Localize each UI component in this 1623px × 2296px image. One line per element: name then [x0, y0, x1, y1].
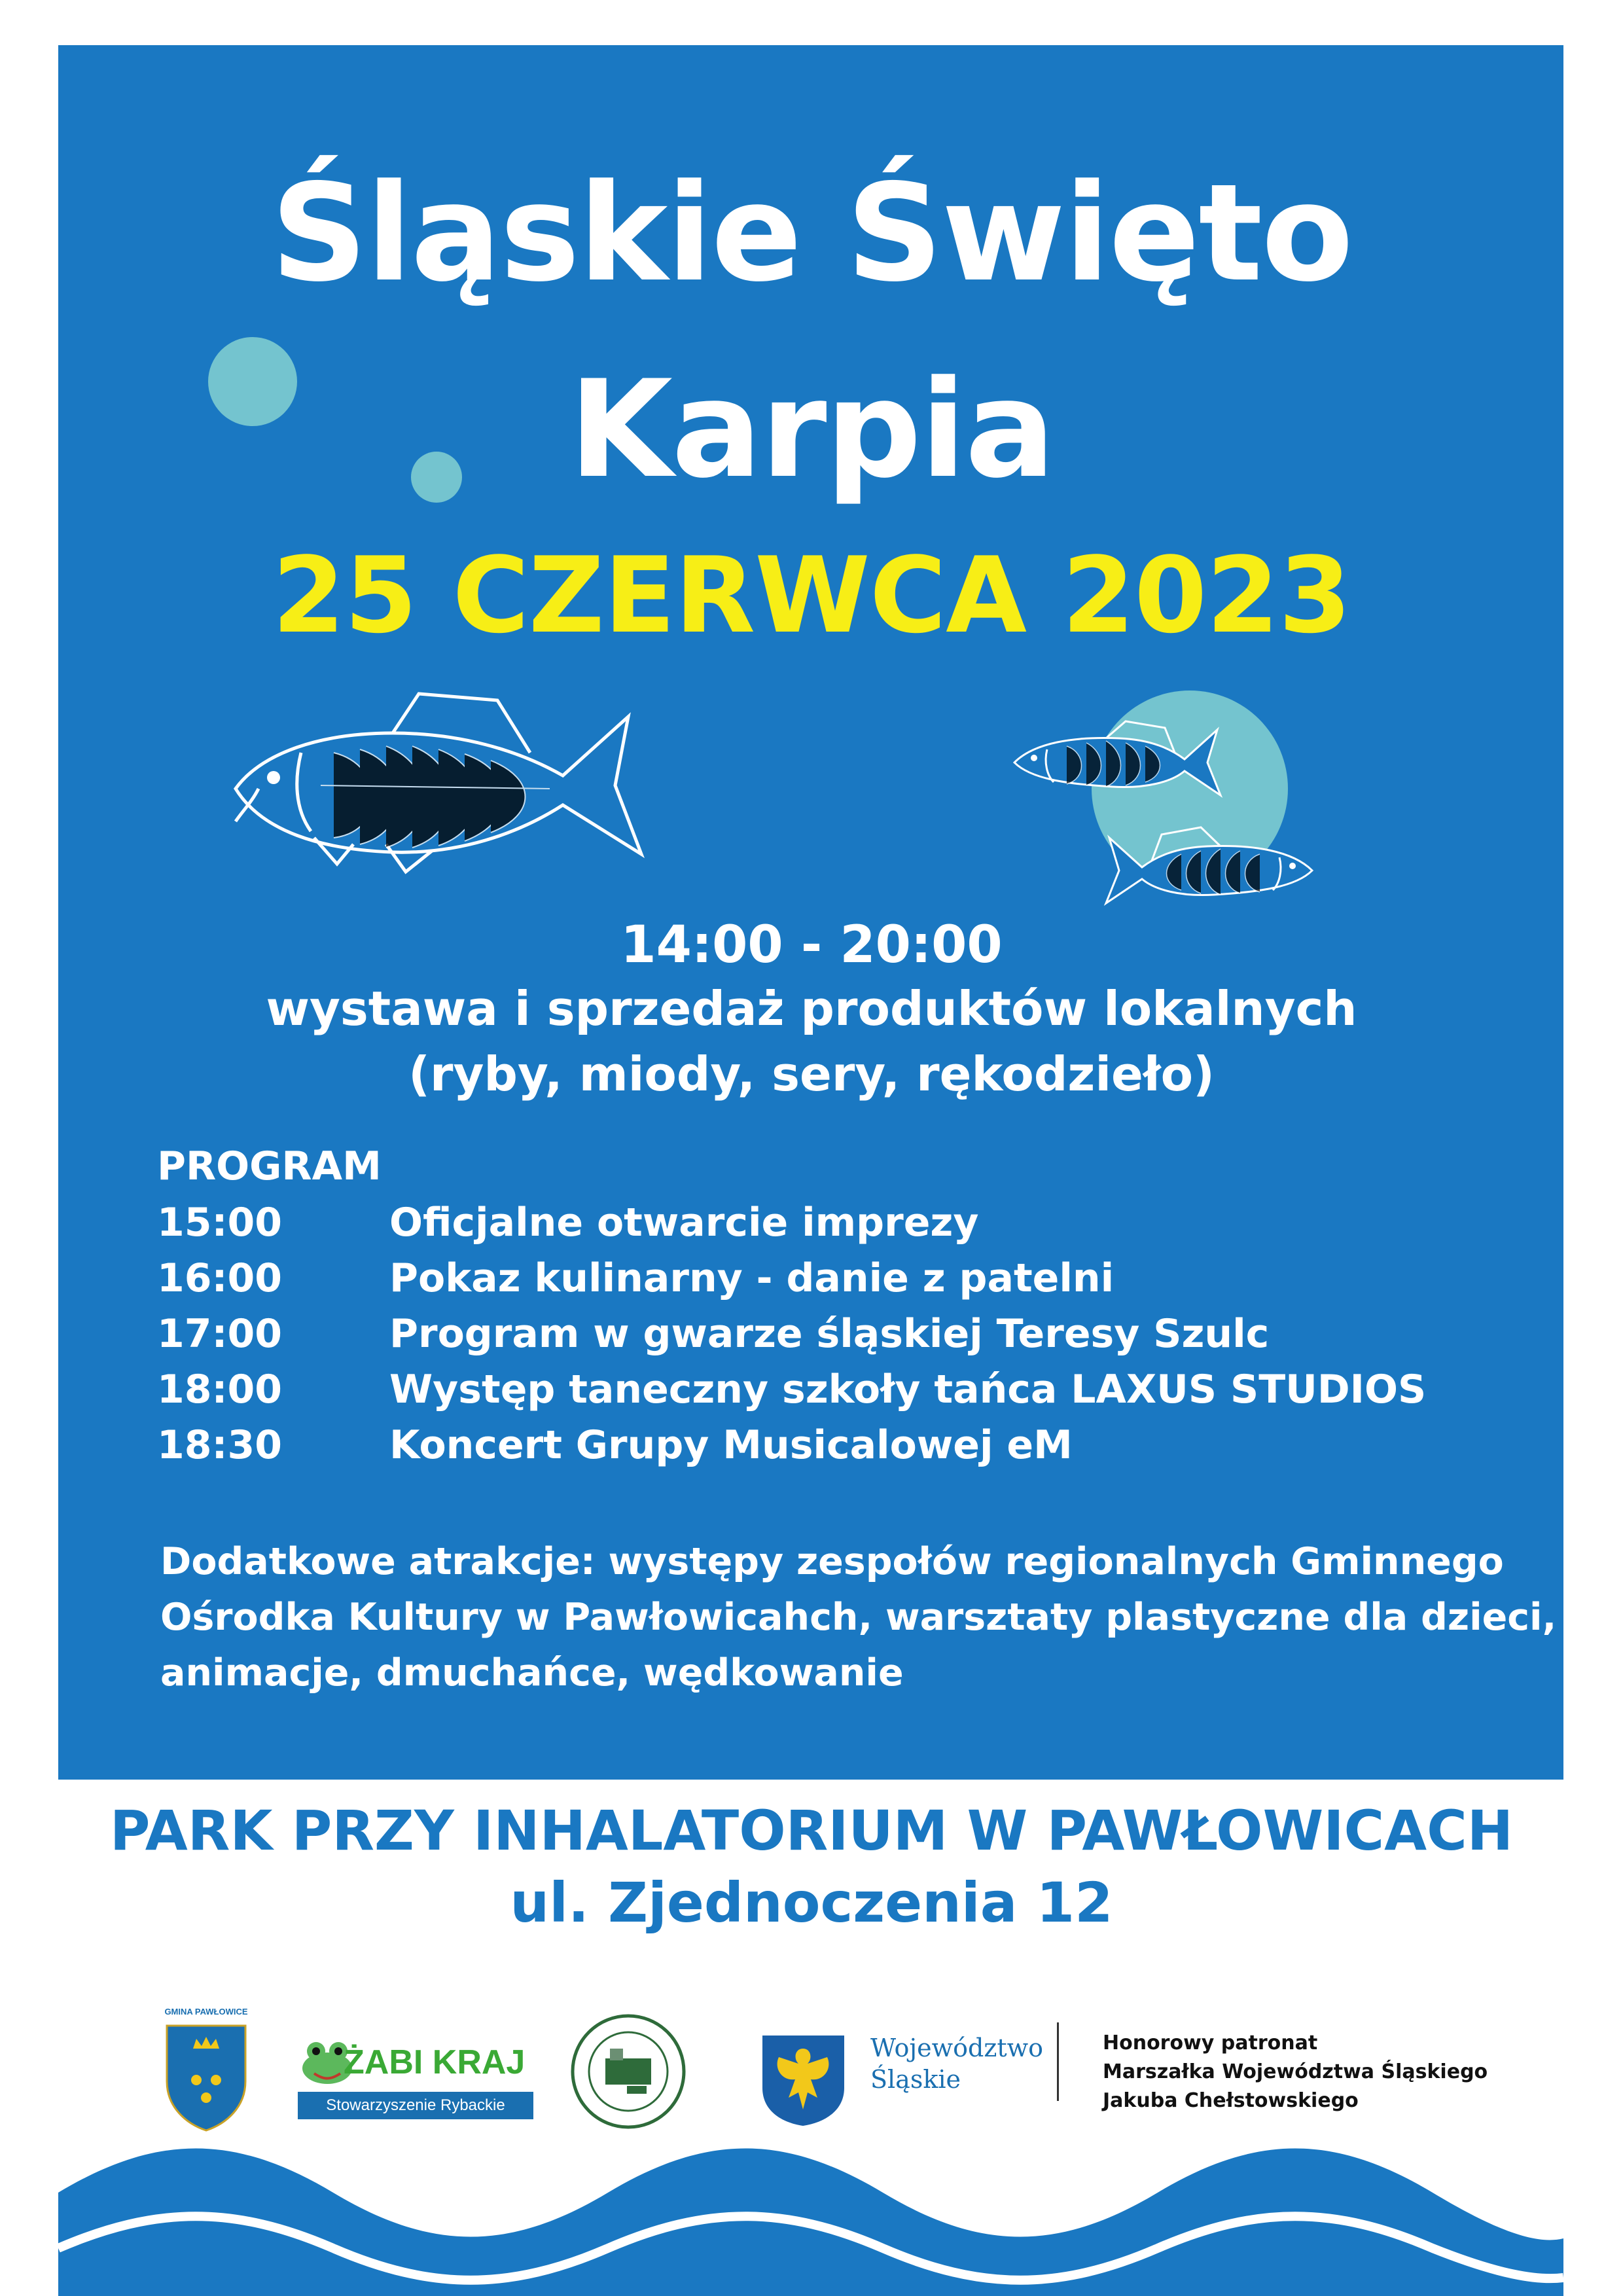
bottom-waves — [58, 2121, 1563, 2296]
subtitle-line-1: wystawa i sprzedaż produktów lokalnych — [266, 981, 1357, 1036]
patron-line-2: Marszałka Województwa Śląskiego — [1103, 2060, 1488, 2083]
program-item — [157, 1367, 1427, 1412]
carp-fish-icon — [1103, 818, 1319, 916]
subtitle-line-2: (ryby, miody, sery, rękodzieło) — [408, 1047, 1215, 1102]
program-text: Pokaz kulinarny - danie z patelni — [389, 1255, 1115, 1301]
program-time: 17:00 — [157, 1311, 282, 1357]
program-text: Oficjalne otwarcie imprezy — [389, 1200, 979, 1246]
title-line-1: Śląskie Święto — [270, 156, 1353, 312]
extra-attractions-line-2: Ośrodka Kultury w Pawłowicahch, warsztaty plastyczne dla dzieci, — [160, 1596, 1557, 1639]
zabi-kraj-title: ŻABI KRAJ — [344, 2043, 526, 2081]
program-heading: PROGRAM — [157, 1143, 382, 1189]
round-seal-icon — [569, 2013, 687, 2130]
logo-divider — [1057, 2022, 1059, 2101]
venue-address: ul. Zjednoczenia 12 — [510, 1871, 1113, 1935]
fish-eye — [267, 771, 280, 784]
program-item — [157, 1255, 1115, 1301]
silesia-eagle-icon — [759, 2032, 847, 2127]
program-text: Występ taneczny szkoły tańca LAXUS STUDIOS — [389, 1367, 1427, 1412]
program-text: Koncert Grupy Musicalowej eM — [389, 1422, 1073, 1468]
honorary-patronage — [1103, 2029, 1488, 2115]
wojewodztwo-label — [870, 2032, 1043, 2095]
event-hours: 14:00 - 20:00 — [620, 916, 1003, 975]
program-time: 15:00 — [157, 1200, 282, 1246]
program-time: 18:00 — [157, 1367, 282, 1412]
gmina-logo-text: GMINA PAWŁOWICE — [164, 2007, 248, 2017]
carp-fish-icon — [223, 681, 654, 877]
carp-fish-icon — [1008, 713, 1224, 805]
extra-attractions-line-1: Dodatkowe atrakcje: występy zespołów regionalnych Gminnego — [160, 1540, 1504, 1583]
venue-name: PARK PRZY INHALATORIUM W PAWŁOWICACH — [109, 1799, 1514, 1863]
wojewodztwo-line-2: Śląskie — [870, 2065, 961, 2094]
program-text: Program w gwarze śląskiej Teresy Szulc — [389, 1311, 1270, 1357]
patron-line-3: Jakuba Chełstowskiego — [1103, 2089, 1359, 2112]
zabi-kraj-subtitle: Stowarzyszenie Rybackie — [298, 2092, 533, 2119]
program-item — [157, 1422, 1073, 1468]
patron-line-1: Honorowy patronat — [1103, 2032, 1318, 2054]
zabi-kraj-logo — [298, 2036, 533, 2127]
program-item — [157, 1311, 1270, 1357]
event-date: 25 CZERWCA 2023 — [272, 534, 1351, 656]
program-item — [157, 1200, 979, 1246]
program-time: 18:30 — [157, 1422, 282, 1468]
wojewodztwo-line-1: Województwo — [870, 2034, 1044, 2062]
title-line-2: Karpia — [569, 352, 1054, 508]
program-time: 16:00 — [157, 1255, 282, 1301]
gmina-crest-icon — [157, 2003, 255, 2134]
extra-attractions-line-3: animacje, dmuchańce, wędkowanie — [160, 1651, 904, 1695]
